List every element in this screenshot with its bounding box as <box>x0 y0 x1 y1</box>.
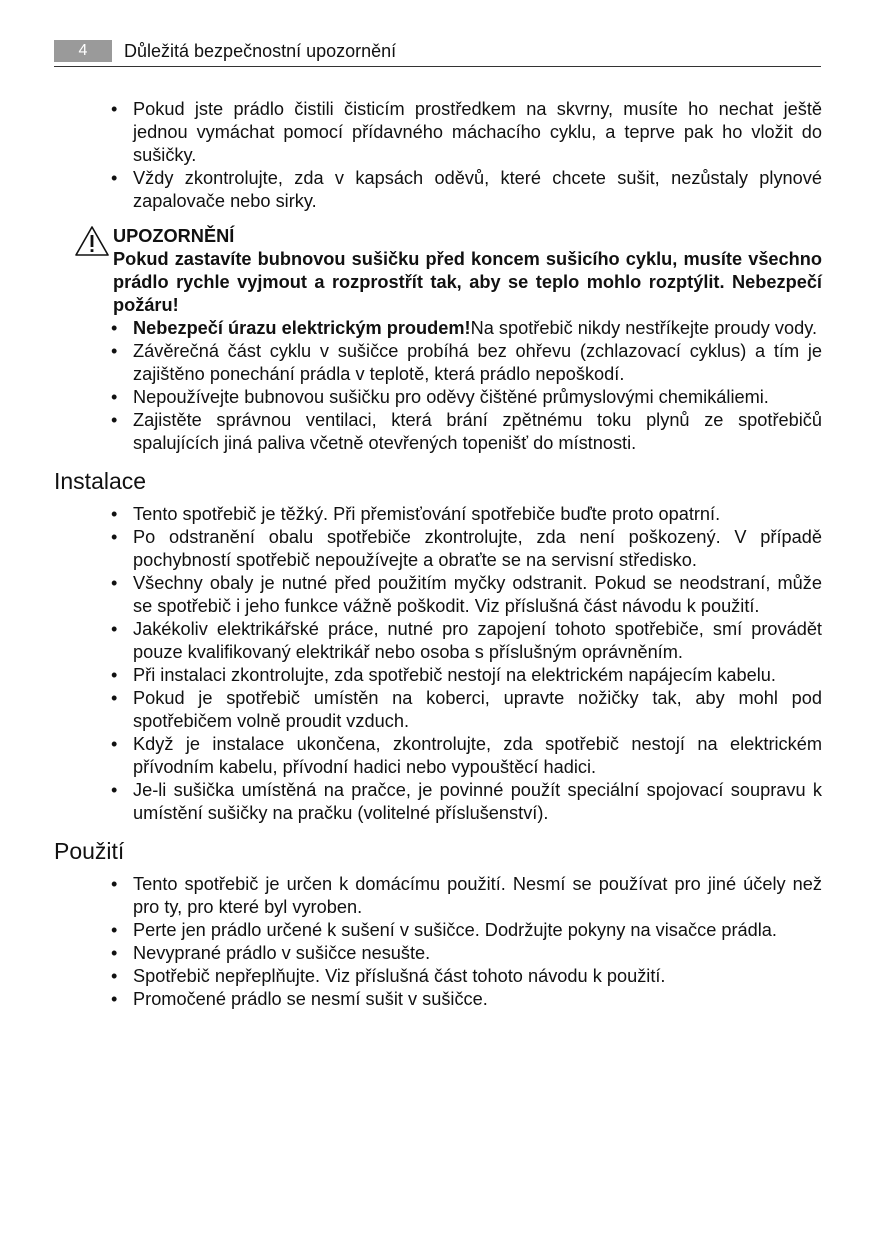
warning-text: Pokud zastavíte bubnovou sušičku před koncem sušicího cyklu, musíte všechno prádlo rychle vyjmout a rozprostřít tak, aby se teplo mohlo rozptýlit. Nebezpečí požáru! <box>113 249 822 315</box>
list-item: • Závěrečná část cyklu v sušičce probíhá bez ohřevu (zchlazovací cyklus) a tím je zajištěno ponechání prádla v teplotě, která prádlo nepoškodí. <box>111 341 822 384</box>
list-item-text: Pokud je spotřebič umístěn na koberci, upravte nožičky tak, aby mohl pod spotřebičem volně proudit vzduch. <box>133 688 822 731</box>
section-heading-instalace: Instalace <box>54 468 147 494</box>
list-item-text: Promočené prádlo se nesmí sušit v sušičce. <box>133 989 488 1009</box>
warning-triangle-icon <box>74 225 110 257</box>
list-item: • Je-li sušička umístěná na pračce, je povinné použít speciální spojovací soupravu k umístění sušičky na pračku (volitelné příslušenství). <box>111 780 822 823</box>
list-item-text: Tento spotřebič je určen k domácímu použití. Nesmí se používat pro jiné účely než pro ty, pro které byl vyroben. <box>133 874 822 917</box>
list-item-text: Když je instalace ukončena, zkontrolujte, zda spotřebič nestojí na elektrickém přívodním kabelu, přívodní hadici nebo vypouštěcí hadici. <box>133 734 822 777</box>
list-item-text: Spotřebič nepřeplňujte. Viz příslušná část tohoto návodu k použití. <box>133 966 666 986</box>
list-item: • Nebezpečí úrazu elektrickým proudem!Na spotřebič nikdy nestříkejte proudy vody. <box>111 318 817 338</box>
list-item-text: Tento spotřebič je těžký. Při přemisťování spotřebiče buďte proto opatrní. <box>133 504 721 524</box>
list-item-text: Nevyprané prádlo v sušičce nesušte. <box>133 943 431 963</box>
list-item: • Jakékoliv elektrikářské práce, nutné pro zapojení tohoto spotřebiče, smí provádět pouze kvalifikovaný elektrikář nebo osoba s příslušným oprávněním. <box>111 619 822 662</box>
intro-bullet-list <box>54 98 822 213</box>
list-item: • Po odstranění obalu spotřebiče zkontrolujte, zda není poškozený. V případě pochybností spotřebič nepoužívejte a obraťte se na servisní středisko. <box>111 527 822 570</box>
page-header <box>54 36 821 67</box>
list-item: • Tento spotřebič je těžký. Při přemisťování spotřebiče buďte proto opatrní. <box>111 504 721 524</box>
list-item-text: Závěrečná část cyklu v sušičce probíhá bez ohřevu (zchlazovací cyklus) a tím je zajištěno ponechání prádla v teplotě, která prádlo nepoškodí. <box>133 341 822 384</box>
instalace-bullet-list <box>54 503 822 825</box>
list-item: • Promočené prádlo se nesmí sušit v sušičce. <box>111 989 488 1009</box>
list-item-text: Vždy zkontrolujte, zda v kapsách oděvů, které chcete sušit, nezůstaly plynové zapalovače nebo sirky. <box>133 168 822 211</box>
list-item-text: Všechny obaly je nutné před použitím myčky odstranit. Pokud se neodstraní, může se spotřebič i jeho funkce vážně poškodit. Viz příslušná část návodu k použití. <box>133 573 822 616</box>
list-item: • Vždy zkontrolujte, zda v kapsách oděvů, které chcete sušit, nezůstaly plynové zapalovače nebo sirky. <box>111 168 822 211</box>
section-heading-pouziti: Použití <box>54 838 125 864</box>
list-item-text: Jakékoliv elektrikářské práce, nutné pro zapojení tohoto spotřebiče, smí provádět pouze kvalifikovaný elektrikář nebo osoba s příslušným oprávněním. <box>133 619 822 662</box>
list-item-text: Je-li sušička umístěná na pračce, je povinné použít speciální spojovací soupravu k umístění sušičky na pračku (volitelné příslušenství). <box>133 780 822 823</box>
warning-title: UPOZORNĚNÍ <box>113 226 235 246</box>
list-item: • Nepoužívejte bubnovou sušičku pro oděvy čištěné průmyslovými chemikáliemi. <box>111 387 769 407</box>
list-item: • Všechny obaly je nutné před použitím myčky odstranit. Pokud se neodstraní, může se spotřebič i jeho funkce vážně poškodit. Viz příslušná část návodu k použití. <box>111 573 822 616</box>
list-item: • Tento spotřebič je určen k domácímu použití. Nesmí se používat pro jiné účely než pro ty, pro které byl vyroben. <box>111 874 822 917</box>
list-item-bold-lead: Nebezpečí úrazu elektrickým proudem! <box>133 318 471 338</box>
list-item-text: Při instalaci zkontrolujte, zda spotřebič nestojí na elektrickém napájecím kabelu. <box>133 665 776 685</box>
list-item-text: Perte jen prádlo určené k sušení v sušičce. Dodržujte pokyny na visačce prádla. <box>133 920 777 940</box>
page-content <box>54 98 822 1011</box>
warning-bullet-list <box>54 317 822 455</box>
list-item: • Perte jen prádlo určené k sušení v sušičce. Dodržujte pokyny na visačce prádla. <box>111 920 777 940</box>
list-item-text: Na spotřebič nikdy nestříkejte proudy vody. <box>470 318 817 338</box>
list-item-text: Po odstranění obalu spotřebiče zkontrolujte, zda není poškozený. V případě pochybností spotřebič nepoužívejte a obraťte se na servisní středisko. <box>133 527 822 570</box>
list-item: • Spotřebič nepřeplňujte. Viz příslušná část tohoto návodu k použití. <box>111 966 666 986</box>
list-item: • Zajistěte správnou ventilaci, která brání zpětnému toku plynů ze spotřebičů spalujících jiná paliva včetně otevřených topenišť do místnosti. <box>111 410 822 453</box>
pouziti-bullet-list <box>54 873 822 1011</box>
list-item: • Když je instalace ukončena, zkontrolujte, zda spotřebič nestojí na elektrickém přívodním kabelu, přívodní hadici nebo vypouštěcí hadici. <box>111 734 822 777</box>
list-item: • Při instalaci zkontrolujte, zda spotřebič nestojí na elektrickém napájecím kabelu. <box>111 665 776 685</box>
header-title: Důležitá bezpečnostní upozornění <box>124 41 397 61</box>
list-item-text: Pokud jste prádlo čistili čisticím prostředkem na skvrny, musíte ho nechat ještě jednou vymáchat pomocí přídavného máchacího cyklu, a teprve pak ho vložit do sušičky. <box>133 99 822 165</box>
list-item-text: Zajistěte správnou ventilaci, která brání zpětnému toku plynů ze spotřebičů spalujících jiná paliva včetně otevřených topenišť do místnosti. <box>133 410 822 453</box>
list-item: • Pokud je spotřebič umístěn na koberci, upravte nožičky tak, aby mohl pod spotřebičem volně proudit vzduch. <box>111 688 822 731</box>
list-item: • Pokud jste prádlo čistili čisticím prostředkem na skvrny, musíte ho nechat ještě jednou vymáchat pomocí přídavného máchacího cyklu, a teprve pak ho vložit do sušičky. <box>111 99 822 165</box>
list-item: • Nevyprané prádlo v sušičce nesušte. <box>111 943 431 963</box>
page-number: 4 <box>54 40 112 62</box>
list-item-text: Nepoužívejte bubnovou sušičku pro oděvy čištěné průmyslovými chemikáliemi. <box>133 387 769 407</box>
warning-block <box>54 225 822 317</box>
